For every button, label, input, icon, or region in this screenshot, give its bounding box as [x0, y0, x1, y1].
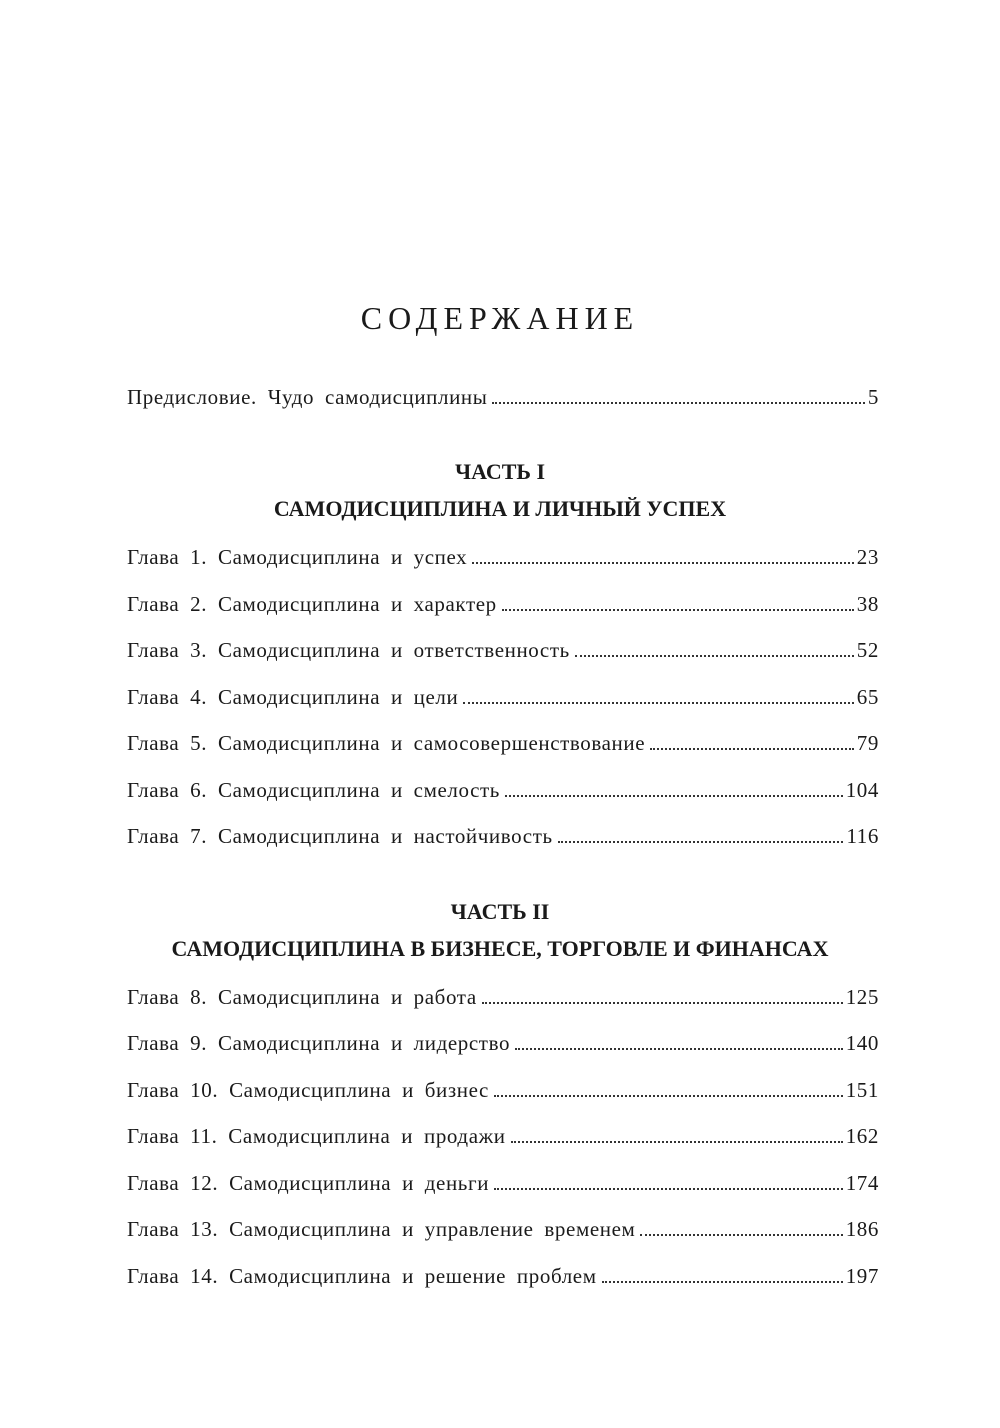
toc-entry-label: Глава 1. Самодисциплина и успех — [127, 545, 468, 569]
toc-entry-page: 23 — [856, 545, 879, 569]
dot-leader — [482, 1002, 843, 1004]
toc-entry-label: Глава 10. Самодисциплина и бизнес — [127, 1078, 489, 1102]
dot-leader — [494, 1188, 843, 1190]
toc-entry-page: 140 — [845, 1031, 879, 1055]
toc-entry-chapter-4[interactable] — [127, 683, 879, 711]
toc-entry-page: 52 — [856, 638, 879, 662]
page-title: СОДЕРЖАНИЕ — [360, 300, 640, 336]
toc-entry-chapter-13[interactable] — [127, 1215, 879, 1243]
toc-entry-label: Глава 2. Самодисциплина и характер — [127, 592, 497, 616]
dot-leader — [463, 702, 853, 704]
part-1-heading — [0, 457, 1000, 524]
part-2-name: САМОДИСЦИПЛИНА В БИЗНЕСЕ, ТОРГОВЛЕ И ФИНАНСАХ — [171, 936, 829, 961]
toc-entry-label: Глава 9. Самодисциплина и лидерство — [127, 1031, 511, 1055]
toc-entry-chapter-12[interactable] — [127, 1169, 879, 1197]
toc-entry-page: 38 — [856, 592, 879, 616]
dot-leader — [575, 655, 854, 657]
toc-entry-page: 5 — [867, 385, 879, 409]
toc-entry-chapter-1[interactable] — [127, 543, 879, 571]
toc-entry-preface[interactable] — [127, 383, 879, 411]
toc-entry-label: Глава 14. Самодисциплина и решение проблем — [127, 1264, 597, 1288]
toc-entry-chapter-10[interactable] — [127, 1076, 879, 1104]
toc-entry-page: 151 — [845, 1078, 879, 1102]
toc-entry-page: 174 — [845, 1171, 879, 1195]
toc-entry-label: Глава 4. Самодисциплина и цели — [127, 685, 459, 709]
dot-leader — [558, 841, 844, 843]
dot-leader — [472, 562, 854, 564]
toc-entry-page: 116 — [846, 824, 879, 848]
toc-entry-page: 197 — [845, 1264, 879, 1288]
dot-leader — [640, 1234, 842, 1236]
toc-entry-chapter-5[interactable] — [127, 729, 879, 757]
toc-entry-label: Глава 5. Самодисциплина и самосовершенствование — [127, 731, 646, 755]
part-2-heading — [0, 897, 1000, 964]
dot-leader — [492, 402, 864, 404]
toc-entry-label: Предисловие. Чудо самодисциплины — [127, 385, 488, 409]
dot-leader — [515, 1048, 843, 1050]
toc-entry-chapter-7[interactable] — [127, 822, 879, 850]
toc-entry-label: Глава 3. Самодисциплина и ответственность — [127, 638, 570, 662]
dot-leader — [505, 795, 843, 797]
toc-entry-page: 162 — [845, 1124, 879, 1148]
part-1-number: ЧАСТЬ I — [454, 459, 546, 484]
toc-entry-page: 104 — [845, 778, 879, 802]
toc-entry-chapter-9[interactable] — [127, 1029, 879, 1057]
toc-entry-label: Глава 13. Самодисциплина и управление временем — [127, 1217, 636, 1241]
toc-entry-chapter-6[interactable] — [127, 776, 879, 804]
toc-entry-label: Глава 6. Самодисциплина и смелость — [127, 778, 500, 802]
toc-entry-page: 65 — [856, 685, 879, 709]
toc-entry-page: 125 — [845, 985, 879, 1009]
toc-entry-chapter-2[interactable] — [127, 590, 879, 618]
toc-entry-label: Глава 11. Самодисциплина и продажи — [127, 1124, 506, 1148]
toc-entry-chapter-3[interactable] — [127, 636, 879, 664]
toc-entry-chapter-11[interactable] — [127, 1122, 879, 1150]
toc-entry-label: Глава 12. Самодисциплина и деньги — [127, 1171, 490, 1195]
dot-leader — [494, 1095, 843, 1097]
dot-leader — [650, 748, 854, 750]
toc-entry-chapter-8[interactable] — [127, 983, 879, 1011]
toc-entry-label: Глава 7. Самодисциплина и настойчивость — [127, 824, 553, 848]
dot-leader — [511, 1141, 843, 1143]
part-1-name: САМОДИСЦИПЛИНА И ЛИЧНЫЙ УСПЕХ — [273, 496, 727, 521]
dot-leader — [602, 1281, 843, 1283]
toc-entry-label: Глава 8. Самодисциплина и работа — [127, 985, 477, 1009]
part-2-number: ЧАСТЬ II — [450, 899, 550, 924]
toc-entry-chapter-14[interactable] — [127, 1262, 879, 1290]
dot-leader — [502, 609, 854, 611]
toc-entry-page: 79 — [856, 731, 879, 755]
toc-entry-page: 186 — [845, 1217, 879, 1241]
